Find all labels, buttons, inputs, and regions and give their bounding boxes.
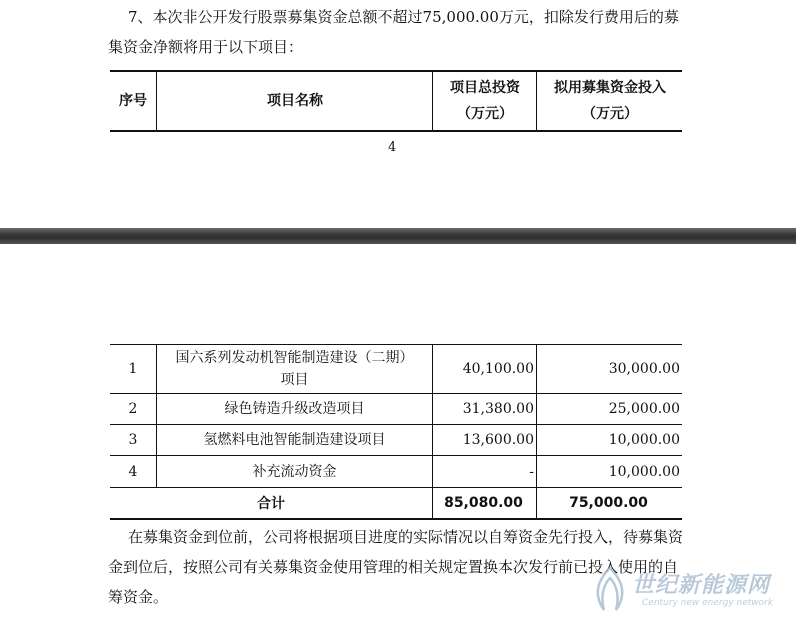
header-name: 项目名称 xyxy=(156,72,433,130)
row-name: 国六系列发动机智能制造建设（二期）项目 xyxy=(156,345,432,393)
row-total: 40,100.00 xyxy=(432,345,536,393)
total-planned: 75,000.00 xyxy=(536,488,682,518)
row-planned: 10,000.00 xyxy=(536,456,682,487)
row-seq: 2 xyxy=(128,401,138,417)
table-row xyxy=(110,394,682,425)
watermark xyxy=(590,562,790,616)
intro-paragraph: 7、本次非公开发行股票募集资金总额不超过75,000.00万元，扣除发行费用后的募集资金净额将用于以下项目： xyxy=(108,8,679,56)
total-label: 合计 xyxy=(257,496,285,512)
header-planned-invest-line1: 拟用募集资金投入 xyxy=(554,80,666,96)
project-table xyxy=(110,344,682,520)
row-seq: 4 xyxy=(128,463,138,480)
row-name: 氢燃料电池智能制造建设项目 xyxy=(156,425,432,455)
watermark-logo-icon xyxy=(590,564,630,614)
header-total-invest-line2: （万元） xyxy=(457,106,513,122)
table-row xyxy=(110,345,682,394)
table-total-row xyxy=(110,488,682,518)
row-total: - xyxy=(432,456,536,487)
row-seq: 1 xyxy=(128,361,138,377)
header-seq: 序号 xyxy=(119,93,147,109)
row-total: 31,380.00 xyxy=(432,394,536,424)
row-seq: 3 xyxy=(128,432,138,448)
total-total: 85,080.00 xyxy=(432,488,536,518)
header-total-invest-line1: 项目总投资 xyxy=(450,80,520,96)
table-header xyxy=(110,70,682,132)
page-divider xyxy=(0,228,796,244)
watermark-subtitle: Century new energy network xyxy=(642,598,774,608)
row-name: 补充流动资金 xyxy=(156,456,432,487)
table-row xyxy=(110,425,682,456)
header-planned-invest-line2: （万元） xyxy=(582,106,638,122)
row-name: 绿色铸造升级改造项目 xyxy=(156,394,432,424)
watermark-title: 世纪新能源网 xyxy=(632,573,771,598)
table-row xyxy=(110,456,682,488)
closing-paragraph: 在募集资金到位前，公司将根据项目进度的实际情况以自筹资金先行投入，待募集资金到位后，按照公司有关募集资金使用管理的相关规定置换本次发行前已投入使用的自筹资金。 xyxy=(108,528,684,606)
row-total: 13,600.00 xyxy=(432,425,536,455)
row-planned: 10,000.00 xyxy=(536,425,682,455)
page-number: 4 xyxy=(388,140,397,155)
row-planned: 25,000.00 xyxy=(536,394,682,424)
header-total-invest xyxy=(432,72,537,130)
header-planned-invest xyxy=(536,72,683,130)
row-planned: 30,000.00 xyxy=(536,345,682,393)
